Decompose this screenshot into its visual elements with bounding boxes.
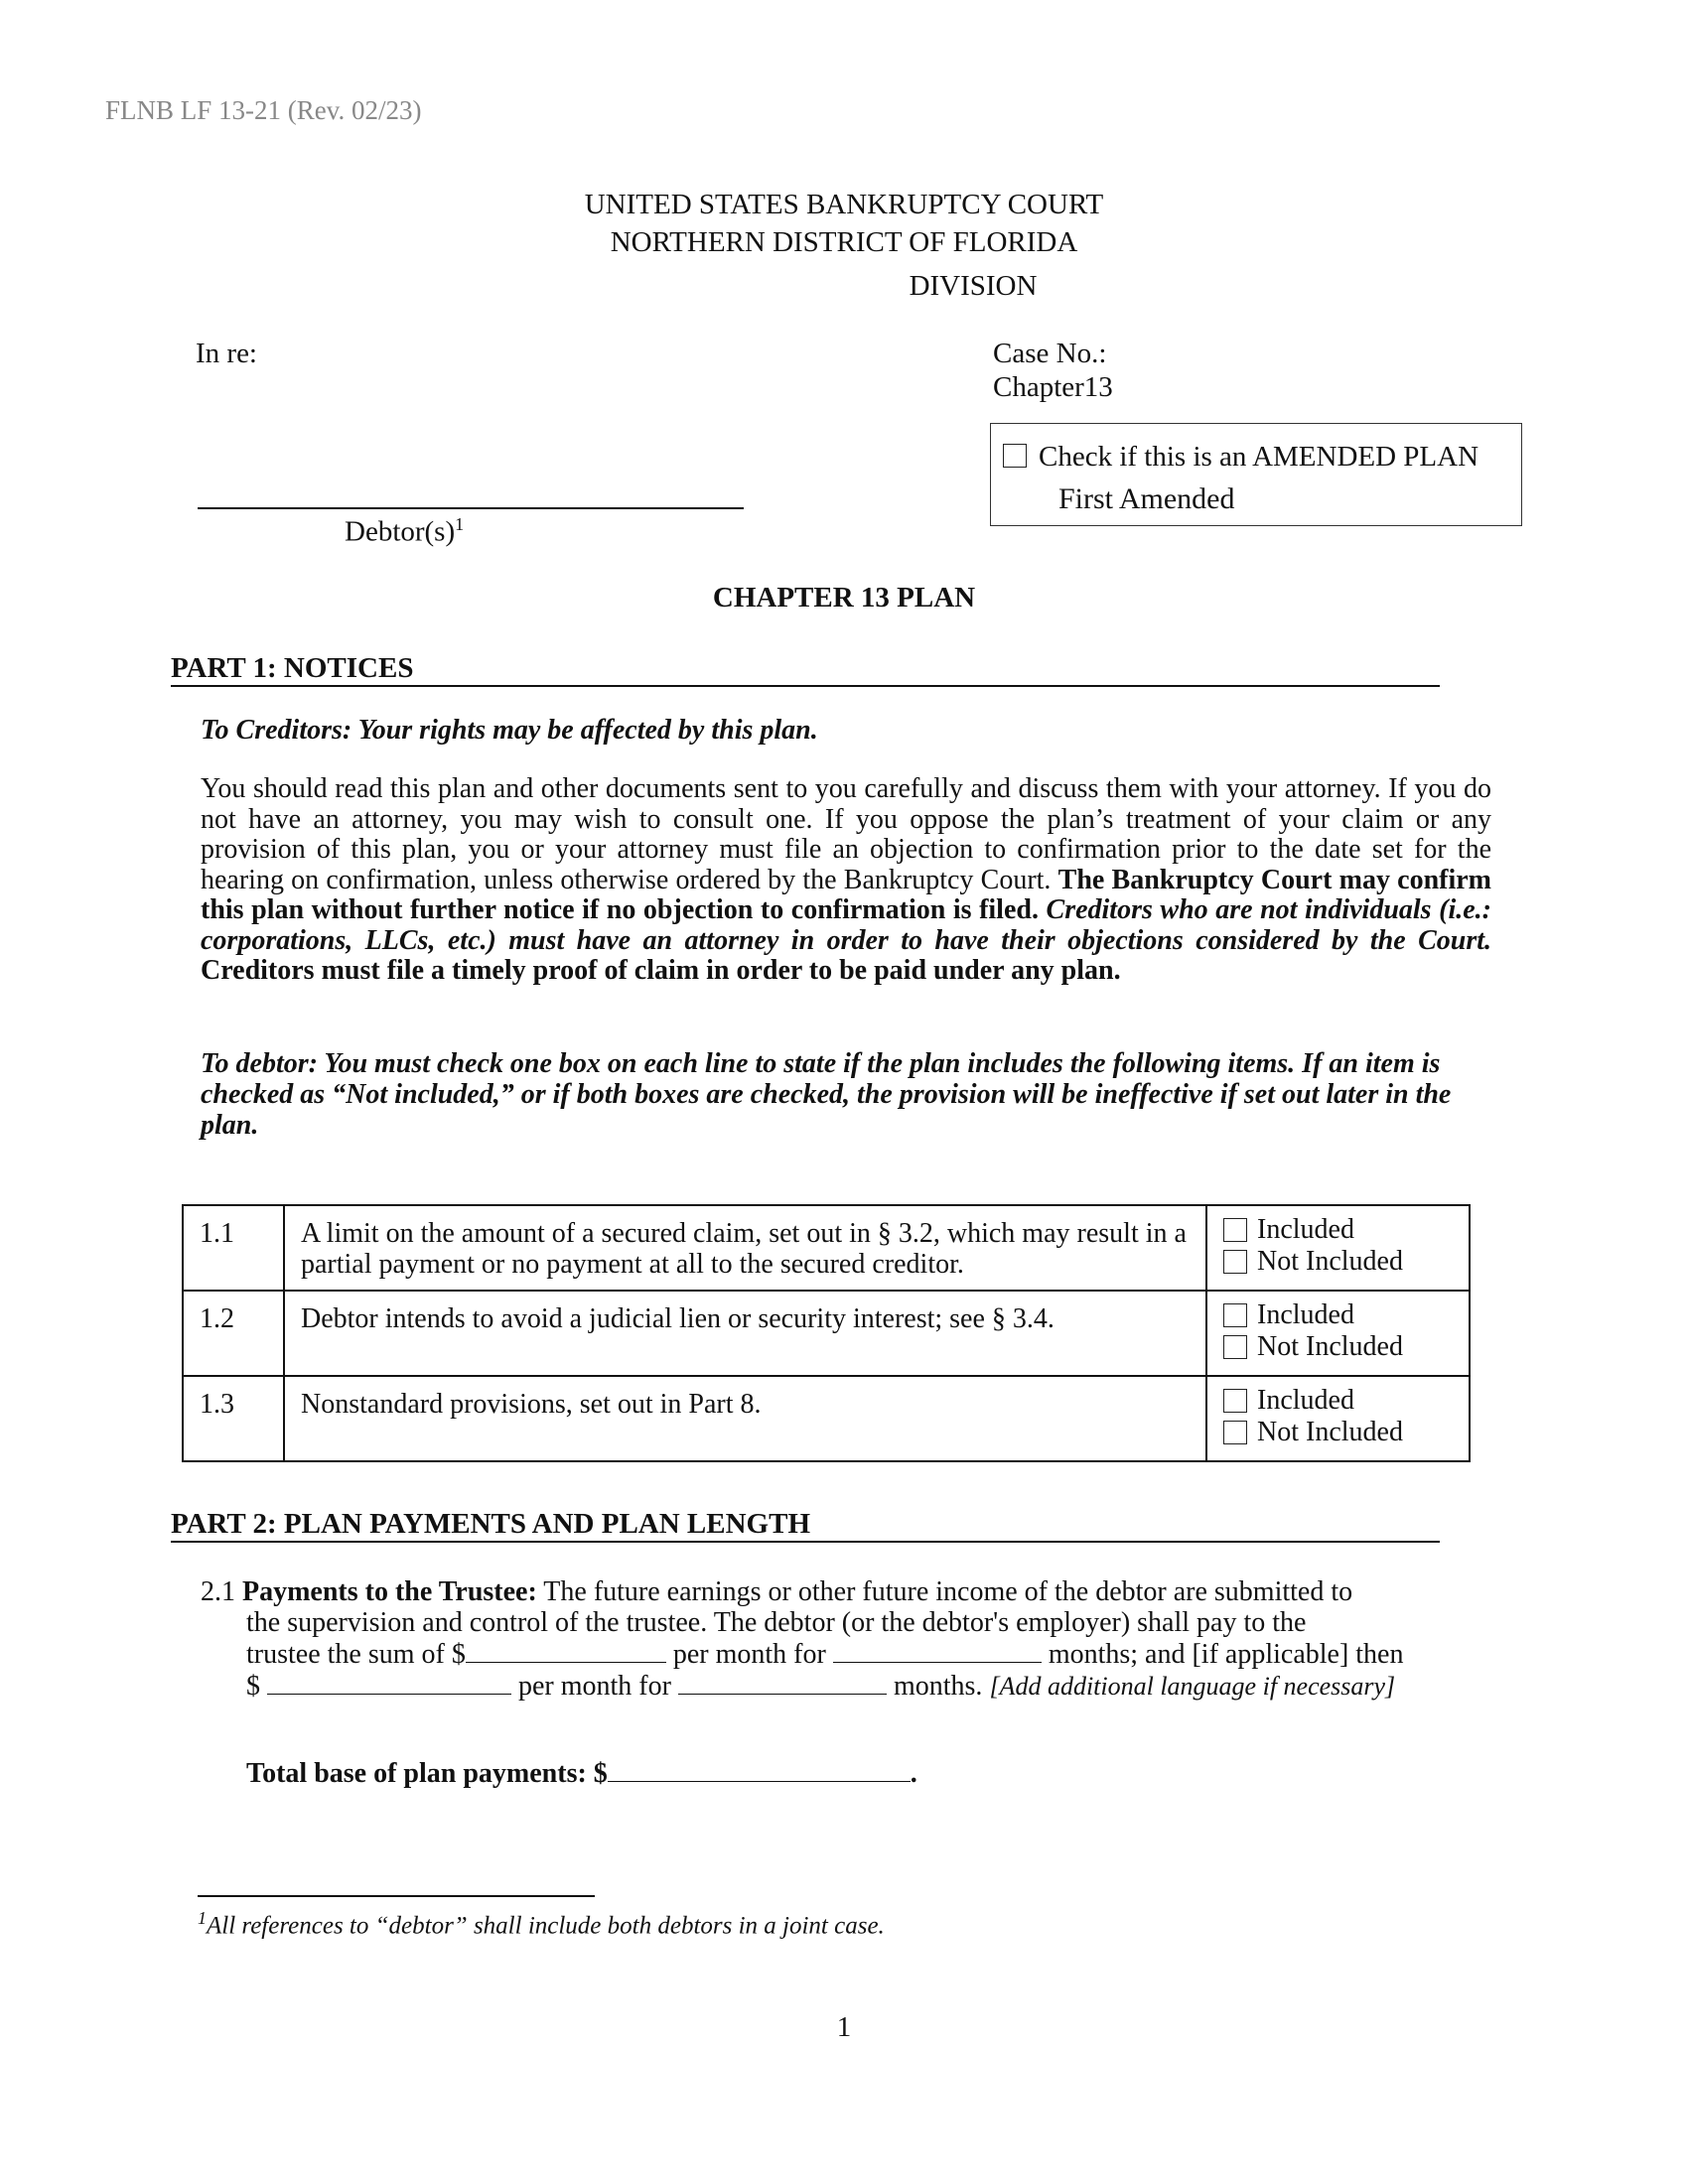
district-name: NORTHERN DISTRICT OF FLORIDA — [610, 226, 1078, 258]
debtor-label: $Debtor(s)^1$ — [345, 514, 465, 548]
included-checkbox[interactable] — [1223, 1389, 1247, 1413]
included-option[interactable]: Included — [1223, 1214, 1469, 1246]
item-description: A limit on the amount of a secured claim, set out in § 3.2, which may result in a partial payment or no payment at all to the secured creditor. — [284, 1205, 1206, 1291]
creditor-notice-paragraph: You should read this plan and other documents sent to you carefully and discuss them with your attorney. If you do not have an attorney, you may wish to consult one. If you oppose the plan’s treatment of your claim or any provision of this plan, you or your attorney must file an objection to confirmation prior to the date set for the hearing on confirmation, unless otherwise ordered by the Bankruptcy Court. The Bankruptcy Court may confirm this plan without further notice if no objection to confirmation is filed. Creditors who are not individuals (i.e.: corporations, LLCs, etc.) must have an attorney in order to have their objections considered by the Court. Creditors must file a timely proof of claim in order to be paid under any plan. — [201, 773, 1492, 986]
payments-line-3: trustee the sum of $ per month for months; and [if applicable] then — [246, 1639, 1404, 1670]
second-monthly-amount-field[interactable] — [267, 1670, 511, 1695]
plan-title: CHAPTER 13 PLAN — [712, 582, 976, 614]
payments-line-1: 2.1 Payments to the Trustee: The future earnings or other future income of the debtor are submitted to — [201, 1576, 1353, 1607]
part1-heading: PART 1: NOTICES — [171, 651, 1440, 687]
amended-plan-label: Check if this is an AMENDED PLAN — [1039, 441, 1479, 473]
not-included-checkbox[interactable] — [1223, 1335, 1247, 1359]
months-field[interactable] — [833, 1638, 1042, 1663]
payments-paragraph — [201, 1576, 1489, 1702]
not-included-checkbox[interactable] — [1223, 1421, 1247, 1444]
footnote-mark: 1 — [455, 514, 465, 534]
second-months-field[interactable] — [678, 1670, 887, 1695]
form-id: FLNB LF 13-21 (Rev. 02/23) — [105, 95, 422, 125]
footnote: $^1$All references to “debtor” shall include both debtors in a joint case. — [198, 1908, 885, 1940]
in-re-label: In re: — [196, 338, 257, 369]
notices-table — [182, 1204, 1471, 1462]
item-options — [1206, 1291, 1470, 1376]
part2-heading: PART 2: PLAN PAYMENTS AND PLAN LENGTH — [171, 1507, 1440, 1543]
item-options — [1206, 1205, 1470, 1291]
case-number-label[interactable]: Case No.: — [993, 338, 1107, 369]
to-debtor-instructions: To debtor: You must check one box on each line to state if the plan includes the following items. If an item is checked as “Not included,” or if both boxes are checked, the provision will be ineffective if set out later in the plan. — [201, 1048, 1452, 1141]
payments-line-4: $ per month for months. [Add additional language if necessary] — [246, 1671, 1396, 1702]
section-number: 2.1 — [201, 1576, 235, 1607]
division-label: DIVISION — [909, 270, 1038, 302]
amendment-number[interactable]: First Amended — [1058, 482, 1235, 515]
monthly-amount-field[interactable] — [466, 1638, 666, 1663]
amended-plan-option[interactable] — [1003, 441, 1478, 474]
item-options — [1206, 1376, 1470, 1461]
included-option[interactable]: Included — [1223, 1299, 1469, 1331]
item-description: Nonstandard provisions, set out in Part 8. — [284, 1376, 1206, 1461]
item-number: 1.3 — [183, 1376, 284, 1461]
total-amount-field[interactable] — [608, 1757, 911, 1782]
page-number: 1 — [836, 2011, 852, 2043]
payments-label: Payments to the Trustee: — [242, 1576, 537, 1607]
amended-plan-checkbox[interactable] — [1003, 444, 1027, 468]
not-included-option[interactable]: Not Included — [1223, 1331, 1469, 1363]
item-number: 1.2 — [183, 1291, 284, 1376]
included-checkbox[interactable] — [1223, 1303, 1247, 1327]
included-option[interactable]: Included — [1223, 1385, 1469, 1417]
item-number: 1.1 — [183, 1205, 284, 1291]
table-row — [183, 1291, 1470, 1376]
chapter-label: Chapter13 — [993, 371, 1113, 403]
debtor-name-line[interactable] — [198, 507, 744, 509]
table-row — [183, 1205, 1470, 1291]
to-creditors-heading: To Creditors: Your rights may be affected by this plan. — [201, 715, 818, 746]
not-included-checkbox[interactable] — [1223, 1250, 1247, 1274]
total-plan-payments: Total base of plan payments: $ . — [246, 1758, 917, 1789]
court-name: UNITED STATES BANKRUPTCY COURT — [584, 189, 1104, 220]
payments-line-2: the supervision and control of the trustee. The debtor (or the debtor's employer) shall pay to the — [246, 1607, 1307, 1638]
not-included-option[interactable]: Not Included — [1223, 1246, 1469, 1278]
item-description: Debtor intends to avoid a judicial lien or security interest; see § 3.4. — [284, 1291, 1206, 1376]
included-checkbox[interactable] — [1223, 1218, 1247, 1242]
table-row — [183, 1376, 1470, 1461]
footnote-divider — [198, 1895, 595, 1897]
not-included-option[interactable]: Not Included — [1223, 1417, 1469, 1448]
